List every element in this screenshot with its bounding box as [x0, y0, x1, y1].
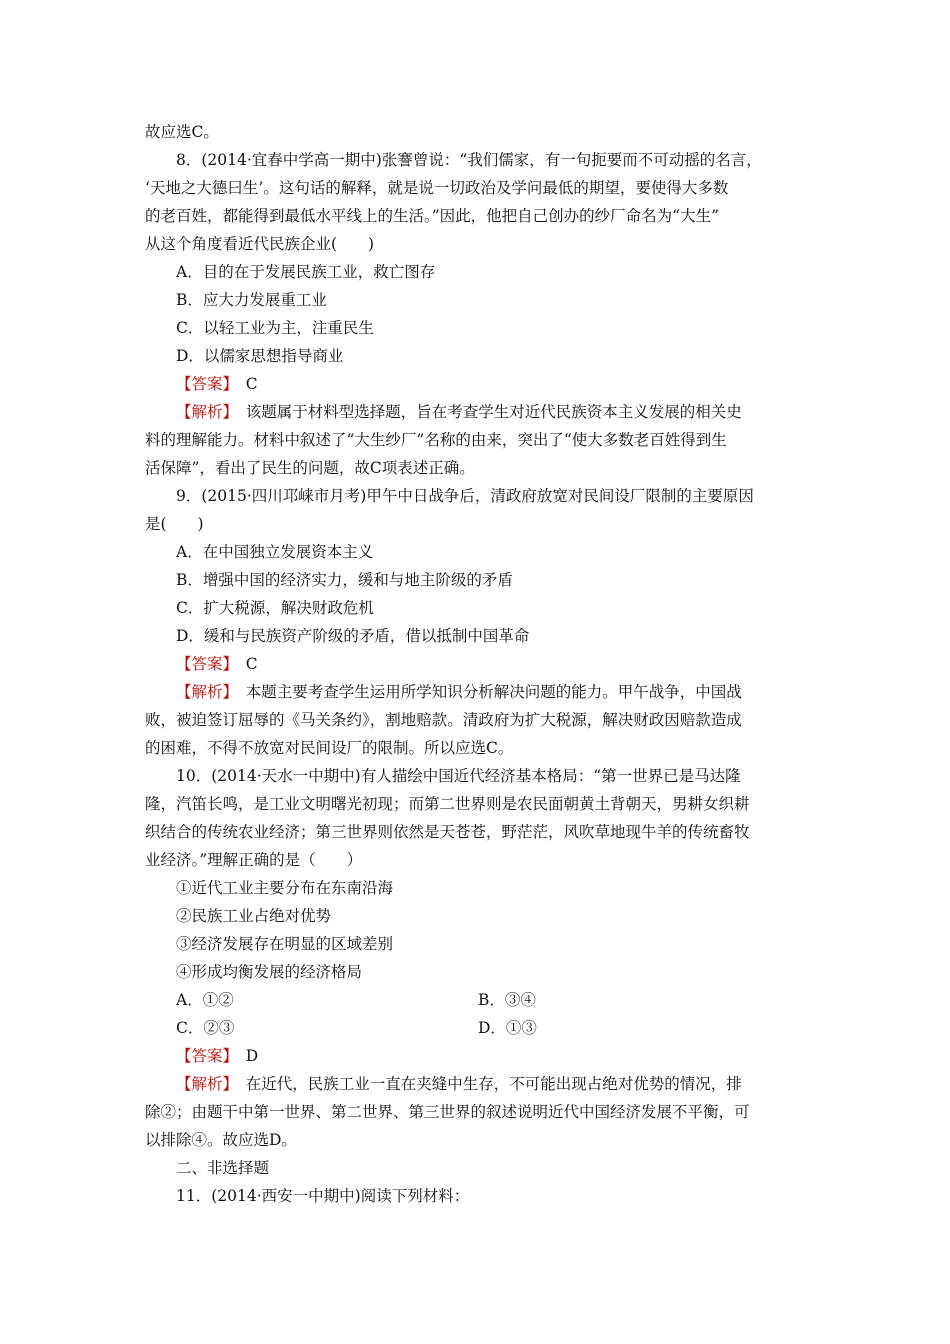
option-c: C．②③ [176, 1019, 235, 1037]
question-9-stem: 9．(2015·四川邛崃市月考)甲午中日战争后，清政府放宽对民间设厂限制的主要原因 [176, 487, 754, 505]
option-b: B．③④ [478, 991, 536, 1009]
answer-line [176, 654, 258, 674]
text-line: 织结合的传统农业经济；第三世界则依然是天苍苍，野茫茫，风吹草地现牛羊的传统畜牧 [145, 823, 750, 841]
text-line: 是( ) [145, 515, 204, 533]
option-b: B．增强中国的经济实力，缓和与地主阶级的矛盾 [176, 571, 513, 589]
option-b: B．应大力发展重工业 [176, 291, 327, 309]
text-line: 以排除④。故应选D。 [145, 1131, 297, 1149]
text-line: 的老百姓，都能得到最低水平线上的生活。”因此，他把自己创办的纱厂命名为“大生” [145, 207, 720, 225]
answer-line [176, 1046, 258, 1066]
analysis-text: 在近代，民族工业一直在夹缝中生存，不可能出现占绝对优势的情况，排 [245, 1075, 742, 1093]
text-line: 除②；由题干中第一世界、第二世界、第三世界的叙述说明近代中国经济发展不平衡，可 [145, 1103, 750, 1121]
text-line: 业经济。”理解正确的是（ ） [145, 851, 363, 869]
analysis-line [176, 402, 742, 422]
text-line: 活保障”，看出了民生的问题，故C项表述正确。 [145, 459, 475, 477]
statement-1: ①近代工业主要分布在东南沿海 [176, 879, 394, 897]
answer-value: C [245, 375, 258, 393]
option-c: C．扩大税源，解决财政危机 [176, 599, 374, 617]
text-line: ‘天地之大德曰生’。这句话的解释，就是说一切政治及学问最低的期望，要使得大多数 [145, 179, 729, 197]
option-a: A．①② [176, 991, 234, 1009]
section-heading: 二、非选择题 [176, 1159, 270, 1177]
text-line: 故应选C。 [145, 123, 219, 141]
analysis-line [176, 1074, 742, 1094]
text-line: 败，被迫签订屈辱的《马关条约》，割地赔款。清政府为扩大税源，解决财政因赔款造成 [145, 711, 742, 729]
analysis-tag: 【解析】 [176, 403, 231, 421]
text-line: 从这个角度看近代民族企业( ) [145, 235, 375, 253]
statement-4: ④形成均衡发展的经济格局 [176, 963, 363, 981]
question-8-stem: 8．(2014·宜春中学高一期中)张謇曾说：“我们儒家，有一句扼要而不可动摇的名言， [176, 151, 762, 169]
option-a: A．在中国独立发展资本主义 [176, 543, 374, 561]
analysis-text: 该题属于材料型选择题，旨在考查学生对近代民族资本主义发展的相关史 [245, 403, 742, 421]
text-line: 的困难，不得不放宽对民间设厂的限制。所以应选C。 [145, 739, 514, 757]
option-d: D．缓和与民族资产阶级的矛盾，借以抵制中国革命 [176, 627, 530, 645]
option-a: A．目的在于发展民族工业，救亡图存 [176, 263, 436, 281]
answer-line [176, 374, 258, 394]
answer-tag: 【答案】 [176, 1047, 231, 1065]
answer-value: C [245, 655, 258, 673]
text-line: 隆，汽笛长鸣，是工业文明曙光初现；而第二世界则是农民面朝黄土背朝天，男耕女织耕 [145, 795, 750, 813]
text-line: 料的理解能力。材料中叙述了“大生纱厂”名称的由来，突出了“使大多数老百姓得到生 [145, 431, 727, 449]
analysis-text: 本题主要考查学生运用所学知识分析解决问题的能力。甲午战争，中国战 [245, 683, 742, 701]
analysis-line [176, 682, 742, 702]
answer-value: D [245, 1047, 259, 1065]
statement-2: ②民族工业占绝对优势 [176, 907, 332, 925]
analysis-tag: 【解析】 [176, 1075, 231, 1093]
question-10-stem: 10．(2014·天水一中期中)有人描绘中国近代经济基本格局：“第一世界已是马达隆 [176, 767, 741, 785]
option-d: D．以儒家思想指导商业 [176, 347, 344, 365]
option-c: C．以轻工业为主，注重民生 [176, 319, 374, 337]
answer-tag: 【答案】 [176, 655, 231, 673]
analysis-tag: 【解析】 [176, 683, 231, 701]
statement-3: ③经济发展存在明显的区域差别 [176, 935, 394, 953]
option-d: D．①③ [478, 1019, 537, 1037]
answer-tag: 【答案】 [176, 375, 231, 393]
question-11-stem: 11．(2014·西安一中期中)阅读下列材料： [176, 1187, 470, 1205]
